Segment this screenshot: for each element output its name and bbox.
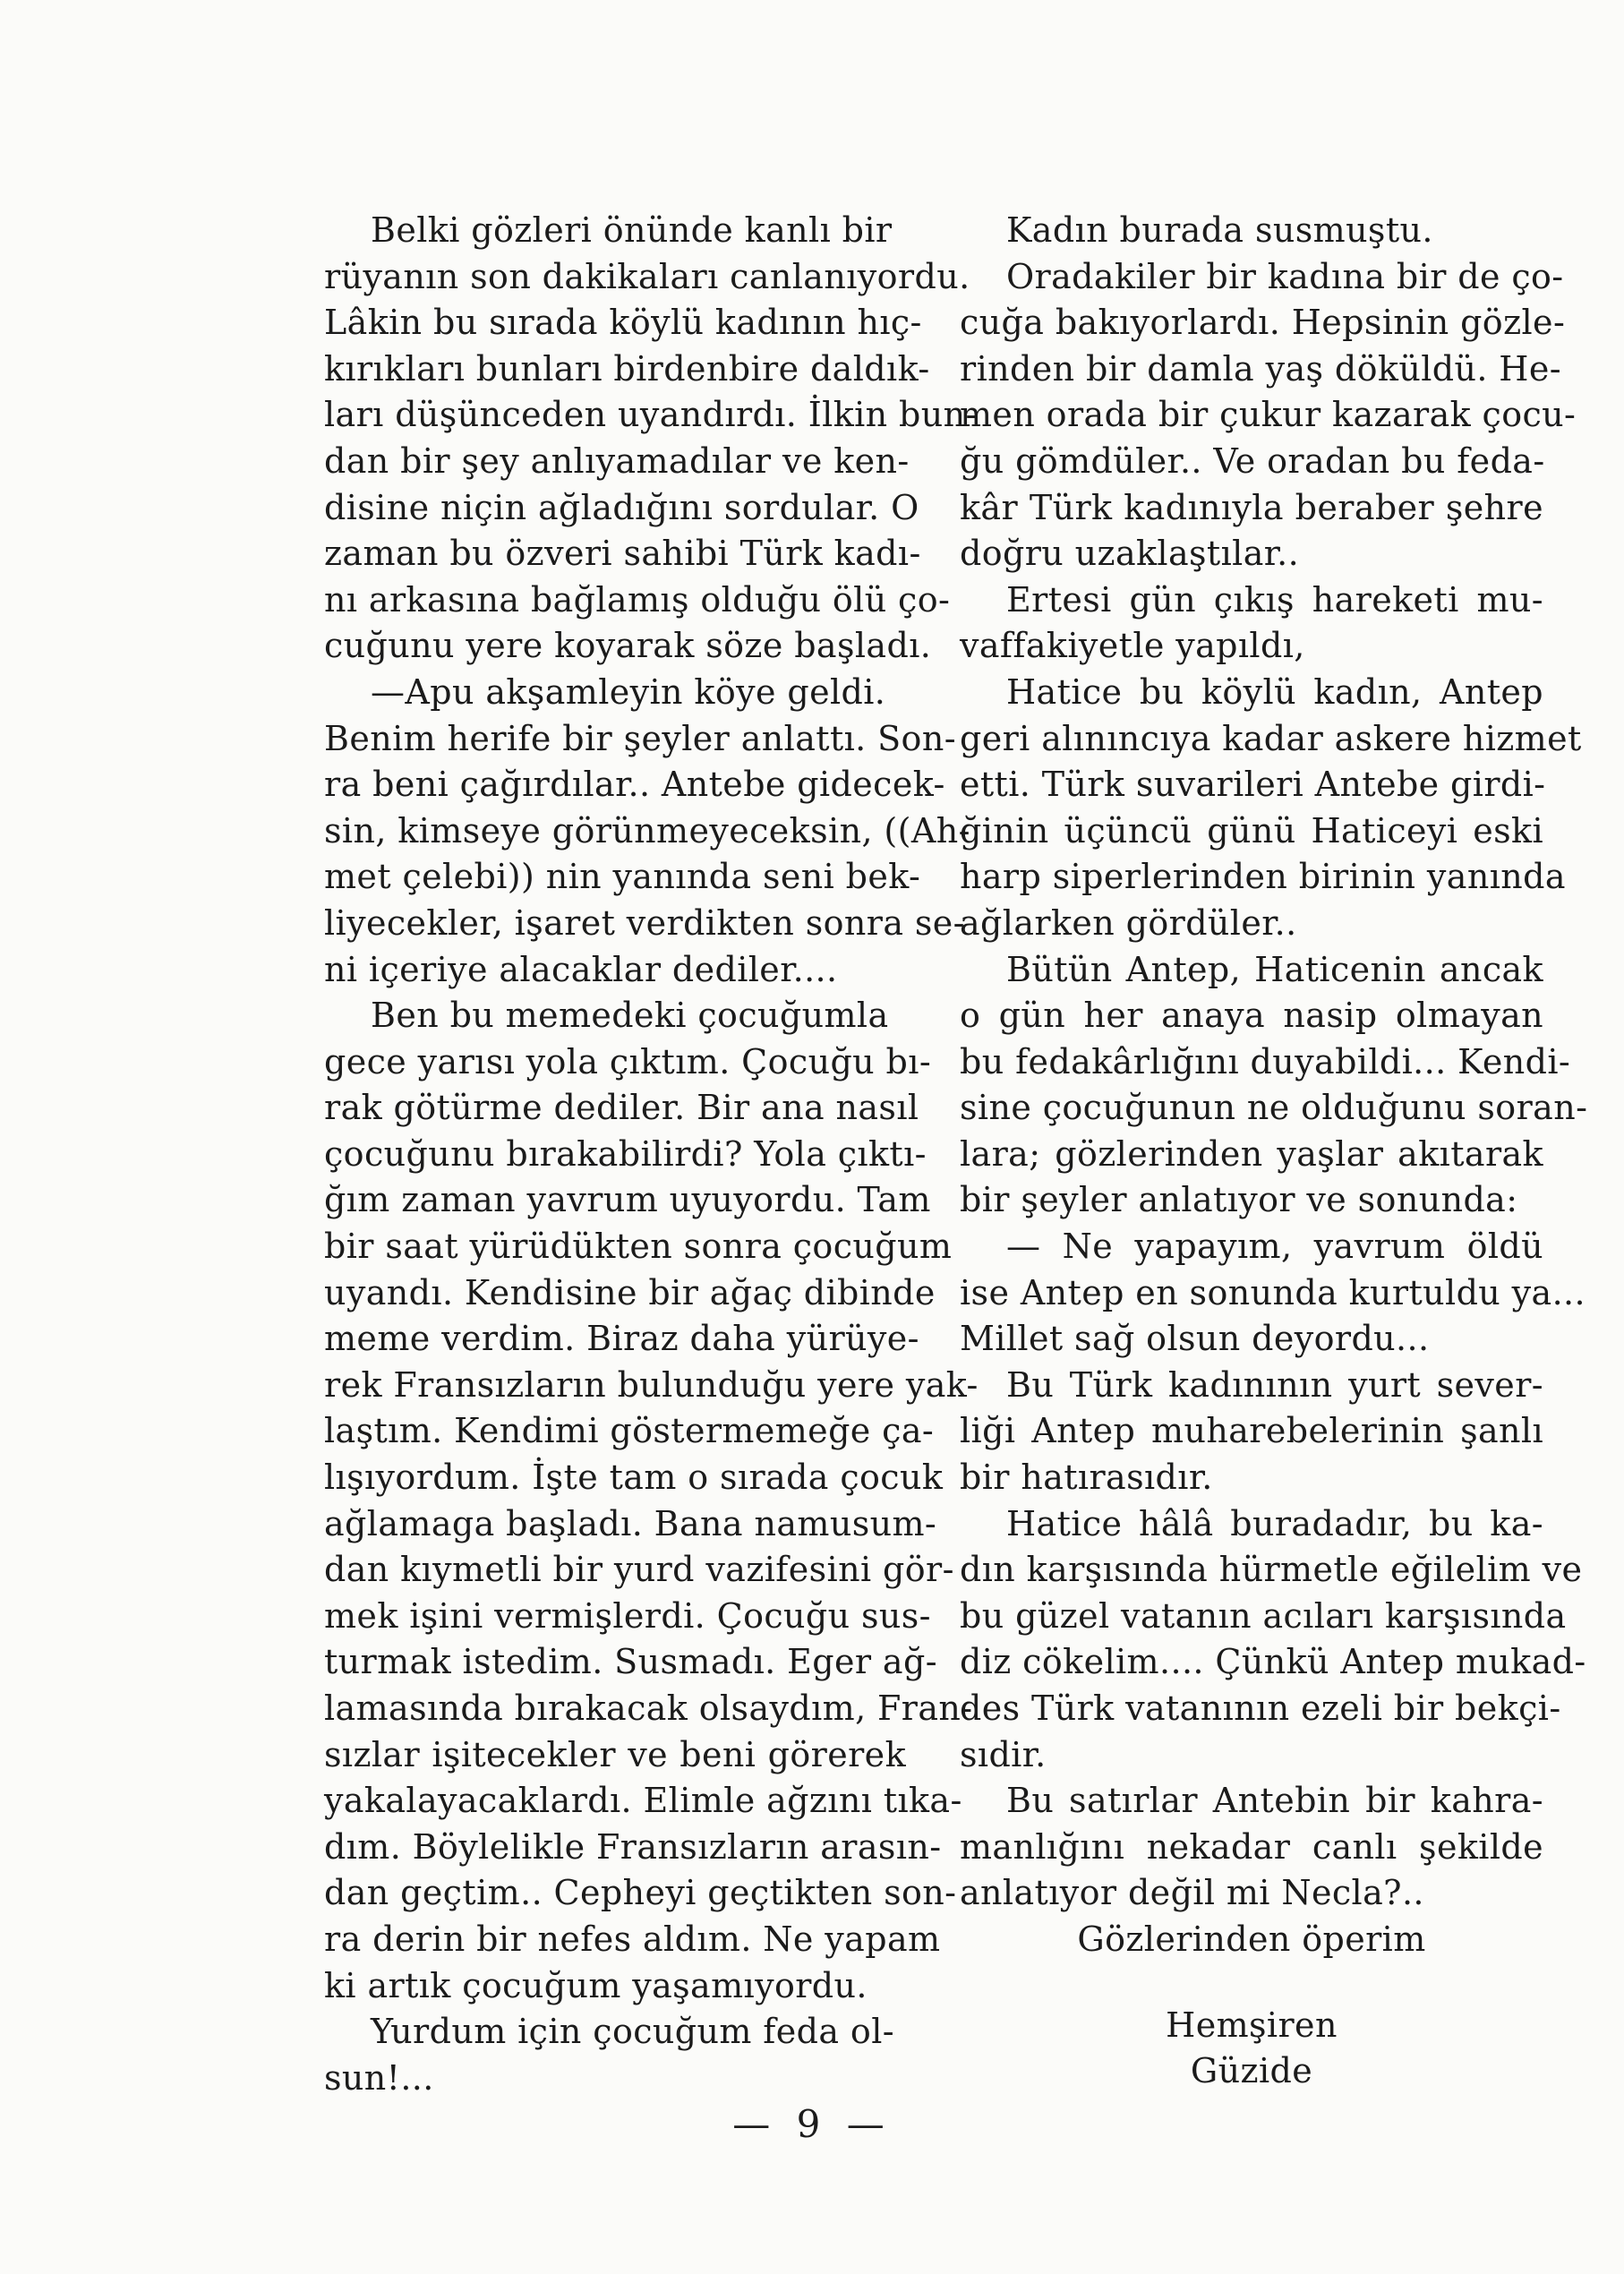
text-line: kâr Türk kadınıyla beraber şehre <box>960 487 1543 527</box>
text-line: ağlarken gördüler.. <box>960 902 1297 943</box>
text-line: ra derin bir nefes aldım. Ne yapam <box>324 1919 941 1959</box>
text-line: etti. Türk suvarileri Antebe girdi- <box>960 765 1546 805</box>
text-line: dın karşısında hürmetle eğilelim ve <box>960 1550 1583 1590</box>
text-line: rüyanın son dakikaları canlanıyordu. <box>324 256 970 296</box>
text-line: gece yarısı yola çıktım. Çocuğu bı- <box>324 1041 932 1081</box>
text-line: liyecekler, işaret verdikten sonra se- <box>324 902 965 943</box>
text-line: çocuğunu bırakabilirdi? Yola çıktı- <box>324 1133 927 1174</box>
text-line: Bu satırlar Antebin bir kahra- <box>1006 1781 1543 1821</box>
signature-name: Güzide <box>1190 2051 1313 2091</box>
text-line: vaffakiyetle yapıldı, <box>960 626 1305 666</box>
text-line: rak götürme dediler. Bir ana nasıl <box>324 1088 919 1128</box>
text-line: meme verdim. Biraz daha yürüye- <box>324 1319 919 1359</box>
page-number: — 9 — <box>732 2102 892 2146</box>
text-line: nı arkasına bağlamış olduğu ölü ço- <box>324 579 951 620</box>
text-line: bir saat yürüdükten sonra çocuğum <box>324 1227 953 1267</box>
text-line: ğu gömdüler.. Ve oradan bu feda- <box>960 440 1545 481</box>
text-line: lamasında bırakacak olsaydım, Fran- <box>324 1688 973 1728</box>
text-line: rinden bir damla yaş döküldü. He- <box>960 348 1561 389</box>
text-line: geri alınıncıya kadar askere hizmet <box>960 718 1582 758</box>
text-line: dan kıymetli bir yurd vazifesini gör- <box>324 1550 954 1590</box>
text-line: zaman bu özveri sahibi Türk kadı- <box>324 534 921 574</box>
right-text-column <box>960 208 1588 2095</box>
text-line: ğinin üçüncü günü Haticeyi eski <box>960 810 1543 851</box>
text-line: des Türk vatanının ezeli bir bekçi- <box>960 1688 1561 1728</box>
text-line: Bütün Antep, Haticenin ancak <box>1006 949 1543 989</box>
text-line: ni içeriye alacaklar dediler.... <box>324 949 838 989</box>
text-line: Kadın burada susmuştu. <box>1006 210 1433 250</box>
text-line: turmak istedim. Susmadı. Eger ağ- <box>324 1642 937 1682</box>
text-line: mek işini vermişlerdi. Çocuğu sus- <box>324 1595 931 1636</box>
text-line: men orada bir çukur kazarak çocu- <box>960 395 1577 435</box>
text-line: lara; gözlerinden yaşlar akıtarak <box>960 1133 1543 1174</box>
text-line: yakalayacaklardı. Elimle ağzını tıka- <box>324 1781 962 1821</box>
text-line: cuğa bakıyorlardı. Hepsinin gözle- <box>960 303 1566 343</box>
text-line: sun!... <box>324 2057 434 2098</box>
text-line: disine niçin ağladığını sordular. O <box>324 487 919 527</box>
text-line: Bu Türk kadınının yurt sever- <box>1006 1364 1543 1405</box>
text-line: sin, kimseye görünmeyeceksin, ((Ah- <box>324 810 970 851</box>
text-line: lışıyordum. İşte tam o sırada çocuk <box>324 1458 944 1498</box>
text-line: ki artık çocuğum yaşamıyordu. <box>324 1965 868 2005</box>
text-line: bu fedakârlığını duyabildi... Kendi- <box>960 1041 1571 1081</box>
text-line: rek Fransızların bulunduğu yere yak- <box>324 1364 979 1405</box>
text-line: bir hatırasıdır. <box>960 1458 1213 1498</box>
text-line: met çelebi)) nin yanında seni bek- <box>324 857 921 897</box>
text-line: cuğunu yere koyarak söze başladı. <box>324 626 932 666</box>
text-line: uyandı. Kendisine bir ağaç dibinde <box>324 1272 936 1312</box>
text-line: sine çocuğunun ne olduğunu soran- <box>960 1088 1588 1128</box>
text-line: ağlamaga başladı. Bana namusum- <box>324 1503 937 1543</box>
text-line: doğru uzaklaştılar.. <box>960 534 1300 574</box>
text-line: Ben bu memedeki çocuğumla <box>371 996 889 1036</box>
closing-line: Gözlerinden öperim <box>1077 1919 1426 1959</box>
text-line: Hatice hâlâ buradadır, bu ka- <box>1006 1503 1543 1543</box>
text-line: Belki gözleri önünde kanlı bir <box>371 210 893 250</box>
text-line: Benim herife bir şeyler anlattı. Son- <box>324 718 956 758</box>
text-line: sıdir. <box>960 1734 1047 1774</box>
text-line: Yurdum için çocuğum feda ol- <box>371 2012 894 2052</box>
text-line: Ertesi gün çıkış hareketi mu- <box>1006 579 1543 620</box>
text-line: bu güzel vatanın acıları karşısında <box>960 1595 1567 1636</box>
text-line: kırıkları bunları birdenbire daldık- <box>324 348 930 389</box>
text-line: liği Antep muharebelerinin şanlı <box>960 1411 1543 1451</box>
text-line: Millet sağ olsun deyordu... <box>960 1319 1430 1359</box>
text-line: dım. Böylelikle Fransızların arasın- <box>324 1826 942 1867</box>
text-line: dan geçtim.. Cepheyi geçtikten son- <box>324 1873 957 1913</box>
text-line: ğım zaman yavrum uyuyordu. Tam <box>324 1180 931 1220</box>
text-line: dan bir şey anlıyamadılar ve ken- <box>324 440 910 481</box>
text-line: sızlar işitecekler ve beni görerek <box>324 1734 906 1774</box>
text-line: ise Antep en sonunda kurtuldu ya... <box>960 1272 1586 1312</box>
text-line: ları düşünceden uyandırdı. İlkin bun- <box>324 395 978 435</box>
signature-title: Hemşiren <box>1166 2005 1338 2045</box>
text-line: —Apu akşamleyin köye geldi. <box>371 671 886 712</box>
text-line: — Ne yapayım, yavrum öldü <box>1006 1227 1543 1267</box>
left-text-column <box>324 208 979 2101</box>
text-line: bir şeyler anlatıyor ve sonunda: <box>960 1180 1518 1220</box>
text-line: Oradakiler bir kadına bir de ço- <box>1006 256 1564 296</box>
text-line: ra beni çağırdılar.. Antebe gidecek- <box>324 765 945 805</box>
text-line: laştım. Kendimi göstermemeğe ça- <box>324 1411 935 1451</box>
text-line: Hatice bu köylü kadın, Antep <box>1006 671 1543 712</box>
text-line: anlatıyor değil mi Necla?.. <box>960 1873 1424 1913</box>
text-line: harp siperlerinden birinin yanında <box>960 857 1566 897</box>
text-line: Lâkin bu sırada köylü kadının hıç- <box>324 303 922 343</box>
text-line: manlığını nekadar canlı şekilde <box>960 1826 1543 1867</box>
text-line: o gün her anaya nasip olmayan <box>960 996 1543 1036</box>
text-line: diz cökelim.... Çünkü Antep mukad- <box>960 1642 1586 1682</box>
